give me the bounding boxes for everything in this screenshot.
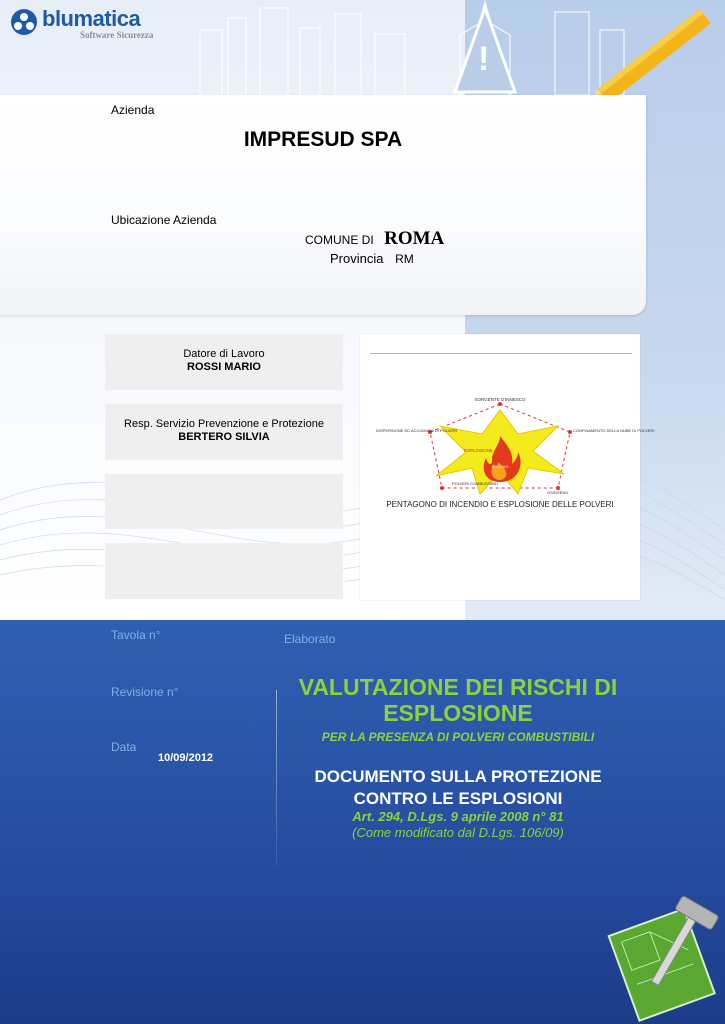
azienda-value: IMPRESUD SPA bbox=[243, 128, 403, 151]
label-bottom-left: POLVERI COMBUSTIBILI bbox=[452, 481, 499, 486]
figure-divider bbox=[370, 353, 632, 354]
figure-caption: PENTAGONO DI INCENDIO E ESPLOSIONE DELLE POLVERI bbox=[386, 500, 614, 509]
empty-box-2 bbox=[105, 543, 343, 599]
legal-article: Art. 294, D.Lgs. 9 aprile 2008 n° 81 bbox=[352, 809, 564, 824]
svg-text:!: ! bbox=[478, 40, 490, 78]
provincia-value: RM bbox=[395, 252, 414, 266]
elaborato-label: Elaborato bbox=[284, 632, 336, 646]
comune-row bbox=[305, 228, 444, 250]
blumatica-logo bbox=[10, 4, 160, 44]
data-value: 10/09/2012 bbox=[158, 752, 214, 764]
label-right: CONFINAMENTO DELLA NUBE DI POLVERI bbox=[573, 428, 655, 433]
empty-box-1 bbox=[105, 474, 343, 529]
ubicazione-label: Ubicazione Azienda bbox=[111, 213, 217, 227]
pencil-illustration bbox=[600, 0, 725, 110]
hammer-blueprint-icon bbox=[600, 880, 725, 1020]
azienda-label: Azienda bbox=[111, 103, 155, 117]
comune-label: COMUNE DI bbox=[305, 233, 374, 247]
brand-tagline: Software Sicurezza bbox=[80, 30, 154, 40]
blumatica-logo-icon bbox=[10, 8, 38, 36]
revisione-label: Revisione n° bbox=[111, 685, 179, 699]
rspp-value: BERTERO SILVIA bbox=[178, 431, 270, 443]
label-rischio: RISCHIO bbox=[491, 464, 509, 469]
tavola-label: Tavola n° bbox=[111, 628, 161, 642]
provincia-row bbox=[330, 251, 414, 266]
document-type-title: DOCUMENTO SULLA PROTEZIONE CONTRO LE ESPLOSIONI bbox=[314, 767, 602, 808]
rspp-box bbox=[105, 404, 343, 460]
document-subtitle: PER LA PRESENZA DI POLVERI COMBUSTIBILI bbox=[321, 730, 595, 744]
label-top: SORGENTE D'INNESCO bbox=[474, 397, 526, 402]
label-left: DISPERSIONE ED ACCUMULO DI POLVERI bbox=[376, 428, 458, 433]
rspp-label: Resp. Servizio Prevenzione e Protezione bbox=[124, 418, 324, 430]
datore-value: ROSSI MARIO bbox=[187, 361, 261, 373]
datore-box bbox=[105, 334, 343, 390]
pentagon-figure-box bbox=[360, 334, 655, 600]
legal-modification: (Come modificato dal D.Lgs. 106/09) bbox=[352, 825, 564, 840]
document-main-title: VALUTAZIONE DEI RISCHI DI ESPLOSIONE bbox=[298, 674, 618, 726]
label-esplosione: ESPLOSIONE bbox=[464, 448, 494, 453]
label-bottom-right: OSSIGENO bbox=[547, 490, 569, 495]
data-label: Data bbox=[111, 740, 137, 754]
comune-value: ROMA bbox=[384, 228, 445, 249]
datore-label: Datore di Lavoro bbox=[183, 348, 265, 360]
brand-name: blumatica bbox=[42, 6, 141, 31]
provincia-label: Provincia bbox=[330, 251, 384, 266]
